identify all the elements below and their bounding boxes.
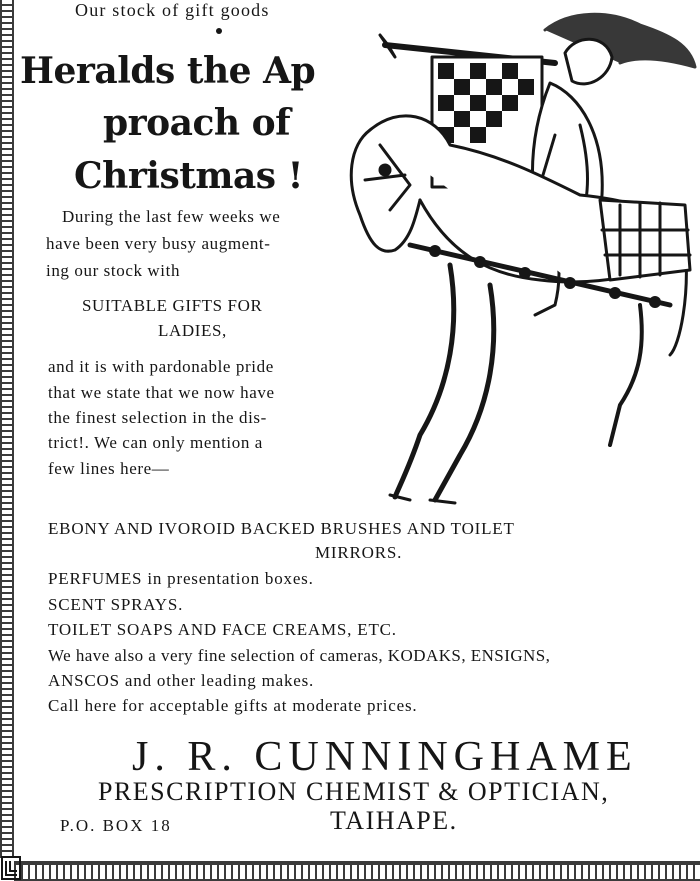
item-scent-sprays: SCENT SPRAYS. <box>48 595 184 614</box>
border-corner-ornament <box>0 855 22 881</box>
signature-town: TAIHAPE. <box>330 806 458 835</box>
highlight-line-1: SUITABLE GIFTS FOR <box>82 296 263 315</box>
heading-line-3: Christmas ! <box>74 155 303 197</box>
po-box: P.O. BOX 18 <box>60 816 172 835</box>
pride-line-3: the finest selection in the dis- <box>48 408 267 427</box>
heading-line-2: proach of <box>103 102 291 144</box>
top-line: Our stock of gift goods <box>75 0 270 20</box>
intro-line-1: During the last few weeks we <box>62 207 281 226</box>
item-anscos: ANSCOS and other leading makes. <box>48 671 315 690</box>
item-toilet-soaps: TOILET SOAPS AND FACE CREAMS, ETC. <box>48 620 397 639</box>
item-call-here: Call here for acceptable gifts at moderate prices. <box>48 696 418 715</box>
pride-line-4: trict!. We can only mention a <box>48 433 263 452</box>
signature-title: PRESCRIPTION CHEMIST & OPTICIAN, <box>98 777 610 806</box>
item-mirrors: MIRRORS. <box>315 543 403 562</box>
item-cameras: We have also a very fine selection of cameras, KODAKS, ENSIGNS, <box>48 646 551 665</box>
pride-line-1: and it is with pardonable pride <box>48 357 274 376</box>
highlight-line-2: LADIES, <box>158 321 227 340</box>
heading-line-1: Heralds the Ap <box>20 50 316 92</box>
intro-line-2: have been very busy augment- <box>46 234 271 253</box>
item-brushes: EBONY AND IVOROID BACKED BRUSHES AND TOILET <box>48 519 515 538</box>
item-perfumes: PERFUMES in presentation boxes. <box>48 569 314 588</box>
signature-name: J. R. CUNNINGHAME <box>132 734 638 780</box>
ornamental-border-bottom <box>14 861 700 881</box>
ornament-dot <box>216 28 222 34</box>
pride-line-2: that we state that we now have <box>48 383 275 402</box>
pride-line-5: few lines here— <box>48 459 170 478</box>
ornamental-border-left <box>0 0 14 858</box>
mounted-herald-illustration <box>340 5 700 510</box>
intro-line-3: ing our stock with <box>46 261 181 280</box>
